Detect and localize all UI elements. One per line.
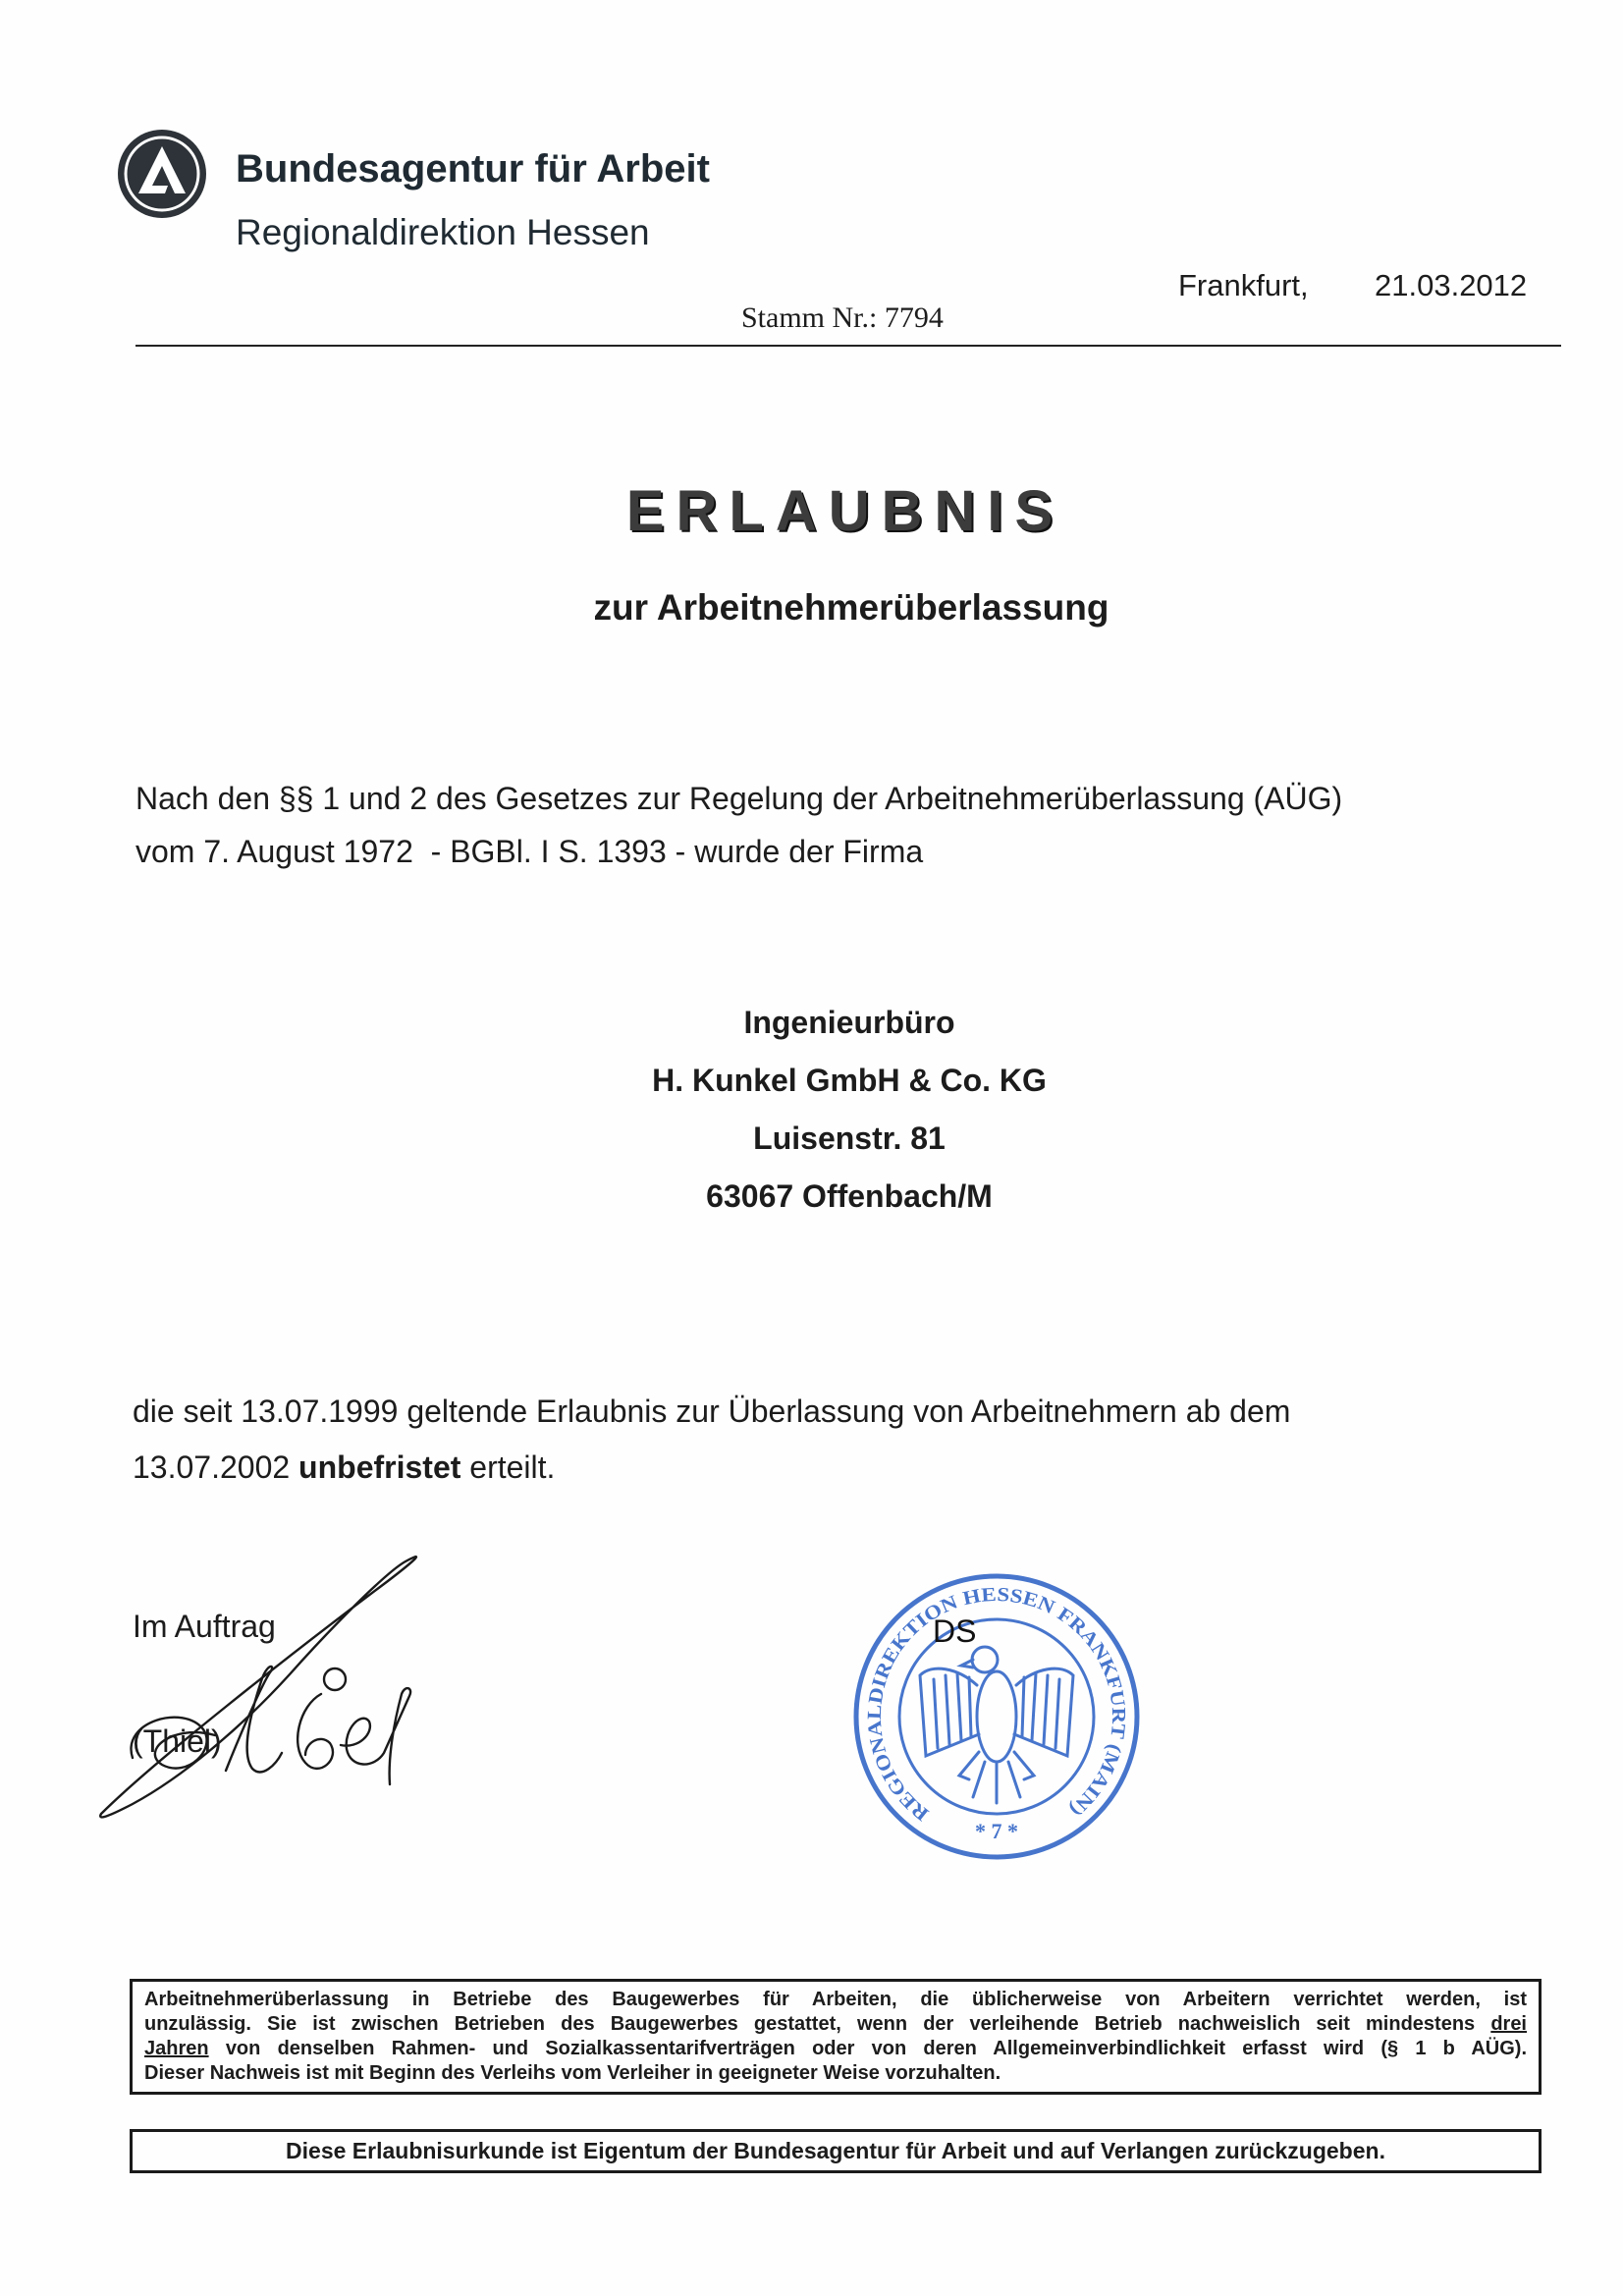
notice-text: von denselben Rahmen- und Sozialkassentarifverträgen oder von deren Allgemeinverbindlichkeit erfasst wird (§ 1 b AÜG). <box>225 2038 1528 2059</box>
signature-label: Im Auftrag <box>133 1609 276 1644</box>
stamp-ring-text: REGIONALDIREKTION HESSEN FRANKFURT (MAIN) <box>863 1583 1130 1826</box>
notice-underlined: drei <box>1490 2013 1527 2035</box>
document-subtitle: zur Arbeitnehmerüberlassung <box>593 587 1109 628</box>
handwritten-signature <box>93 1547 427 1831</box>
grant-paragraph <box>133 1384 1290 1496</box>
notice-line: Dieser Nachweis ist mit Beginn des Verleihs vom Verleiher in geeigneter Weise vorzuhalten. <box>144 2062 1001 2084</box>
grant-term: unbefristet <box>298 1449 461 1485</box>
eagle-icon <box>920 1647 1073 1803</box>
org-name: Bundesagentur für Arbeit <box>236 147 710 191</box>
company-street: Luisenstr. 81 <box>753 1121 946 1156</box>
notice-line: Arbeitnehmerüberlassung in Betriebe des Baugewerbes für Arbeiten, die üblicherweise von Arbeitern verrichtet werden, ist <box>144 1989 1527 2010</box>
ownership-notice-box <box>130 2129 1542 2173</box>
grant-date: 13.07.2002 <box>133 1449 291 1485</box>
grant-line: die seit 13.07.1999 geltende Erlaubnis zur Überlassung von Arbeitnehmern ab dem <box>133 1394 1291 1429</box>
ownership-notice: Diese Erlaubnisurkunde ist Eigentum der Bundesagentur für Arbeit und auf Verlangen zurückzugeben. <box>286 2138 1385 2163</box>
grant-end: erteilt. <box>469 1449 556 1485</box>
stamm-number: Stamm Nr.: 7794 <box>741 301 944 334</box>
legal-notice-box <box>130 1979 1542 2095</box>
notice-line <box>144 2037 1527 2061</box>
official-seal <box>849 1569 1144 1864</box>
intro-paragraph <box>135 772 1342 878</box>
intro-line: Nach den §§ 1 und 2 des Gesetzes zur Regelung der Arbeitnehmerüberlassung (AÜG) <box>135 781 1343 816</box>
issue-place: Frankfurt, <box>1178 268 1309 302</box>
grant-line <box>133 1440 1290 1496</box>
document-title: ERLAUBNIS <box>625 479 1065 543</box>
company-address <box>130 994 1569 1226</box>
notice-text: unzulässig. Sie ist zwischen Betrieben des Baugewerbes gestattet, wenn der verleihende Betrieb nachweislich seit mindestens <box>144 2013 1476 2035</box>
signatory-name: (Thiel) <box>133 1723 222 1759</box>
company-name: H. Kunkel GmbH & Co. KG <box>652 1063 1047 1098</box>
issue-date: 21.03.2012 <box>1375 268 1528 302</box>
initials: DS <box>933 1613 977 1649</box>
header-divider <box>135 345 1561 347</box>
bundesagentur-logo-icon <box>117 129 207 219</box>
notice-underlined: Jahren <box>144 2038 209 2059</box>
stamp-bottom-text: * 7 * <box>975 1819 1018 1843</box>
notice-line <box>144 2012 1527 2037</box>
company-line: Ingenieurbüro <box>743 1005 955 1040</box>
intro-line: vom 7. August 1972 - BGBl. I S. 1393 - wurde der Firma <box>135 834 924 869</box>
org-division: Regionaldirektion Hessen <box>236 212 650 252</box>
company-city: 63067 Offenbach/M <box>706 1178 993 1214</box>
